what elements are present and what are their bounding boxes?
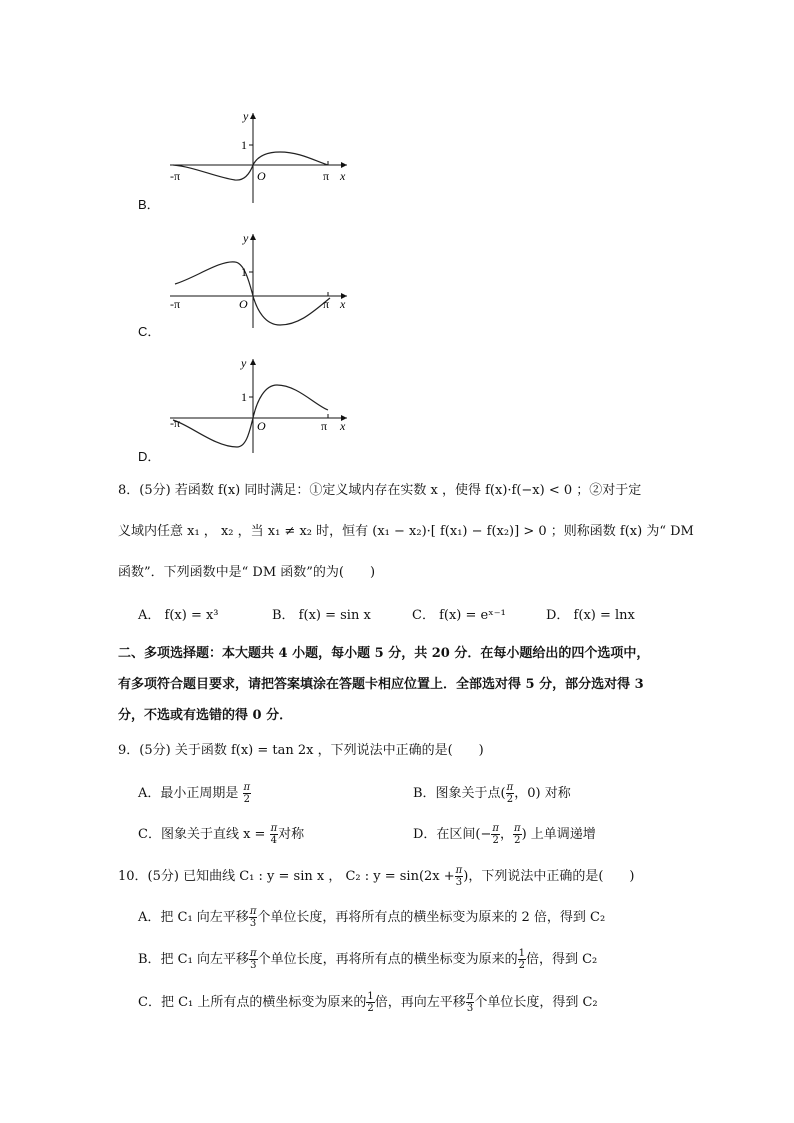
q10-option-a: A．把 C₁ 向左平移 $\frac{\pi}{3}$ 个单位长度，再将所有点的横坐标变为原来的 2 倍，得到 C₂ [138,906,606,929]
graph-c [165,230,355,330]
q8-option-d: D． f(x) = lnx [546,608,635,623]
q8-line3: 函数”．下列函数中是“ DM 函数”的为( ) [118,565,376,580]
x-axis-label: x [340,419,346,433]
graph-d [165,355,355,455]
x-axis-label: x [340,297,346,311]
q8-line1: 8．(5分) 若函数 f(x) 同时满足：①定义域内存在实数 x ，使得 f(x)·f(−x) < 0 ；②对于定 [118,483,642,498]
q8-option-a: A． f(x) = x³ [138,608,219,623]
q10-stem: 10．(5分) 已知曲线 C₁ : y = sin x ， C₂ : y = sin(2x + $\frac{\pi}{3}$ )，下列说法中正确的是( ) [118,865,635,888]
q8-option-b: B． f(x) = sin x [272,608,371,623]
q9-option-c: C．图象关于直线 x = $\frac{\pi}{4}$ 对称 [138,823,305,846]
q8-option-c: C． f(x) = eˣ⁻¹ [412,608,506,623]
origin-label: O [239,297,248,311]
tick-one: 1 [241,138,247,152]
y-axis-label: y [241,356,247,370]
q10-option-b: B．把 C₁ 向左平移 $\frac{\pi}{3}$ 个单位长度，再将所有点的横坐标变为原来的 $\frac{1}{2}$ 倍，得到 C₂ [138,948,598,971]
option-b-label: B． [138,197,160,212]
option-d-label: D． [138,449,161,464]
q10-option-c: C．把 C₁ 上所有点的横坐标变为原来的 $\frac{1}{2}$ 倍，再向左平移 $\frac{\pi}{3}$ 个单位长度，得到 C₂ [138,991,598,1014]
section2-line1: 二、多项选择题：本大题共 4 小题，每小题 5 分，共 20 分．在每小题给出的四个选项中， [118,646,650,661]
origin-label: O [257,419,266,433]
q9-stem: 9．(5分) 关于函数 f(x) = tan 2x ，下列说法中正确的是( ) [118,743,484,758]
y-axis-label: y [243,109,249,123]
x-axis-label: x [340,169,346,183]
tick-neg-pi: -π [170,169,181,183]
q9-option-b: B．图象关于点( $\frac{\pi}{2}$ ，0) 对称 [413,782,571,805]
option-c-label: C． [138,324,161,339]
q9-option-a: A．最小正周期是 $\frac{\pi}{2}$ [138,782,251,805]
tick-neg-pi: -π [170,416,181,430]
tick-pi: π [321,419,328,433]
q8-line2: 义域内任意 x₁ ， x₂ ，当 x₁ ≠ x₂ 时，恒有 (x₁ − x₂)·[ f(x₁) − f(x₂)] > 0 ；则称函数 f(x) 为“ DM [118,524,694,539]
tick-pi: π [323,297,330,311]
tick-neg-pi: -π [170,297,181,311]
y-axis-label: y [243,231,249,245]
graph-b [165,105,355,205]
origin-label: O [257,169,266,183]
tick-one: 1 [241,265,247,279]
tick-one: 1 [241,390,247,404]
section2-line2: 有多项符合题目要求，请把答案填涂在答题卡相应位置上．全部选对得 5 分，部分选对得 3 [118,677,644,692]
q9-option-d: D．在区间(− $\frac{\pi}{2}$ ， $\frac{\pi}{2}$ ) 上单调递增 [413,823,596,846]
tick-pi: π [323,169,330,183]
section2-line3: 分，不选或有选错的得 0 分． [118,708,293,723]
